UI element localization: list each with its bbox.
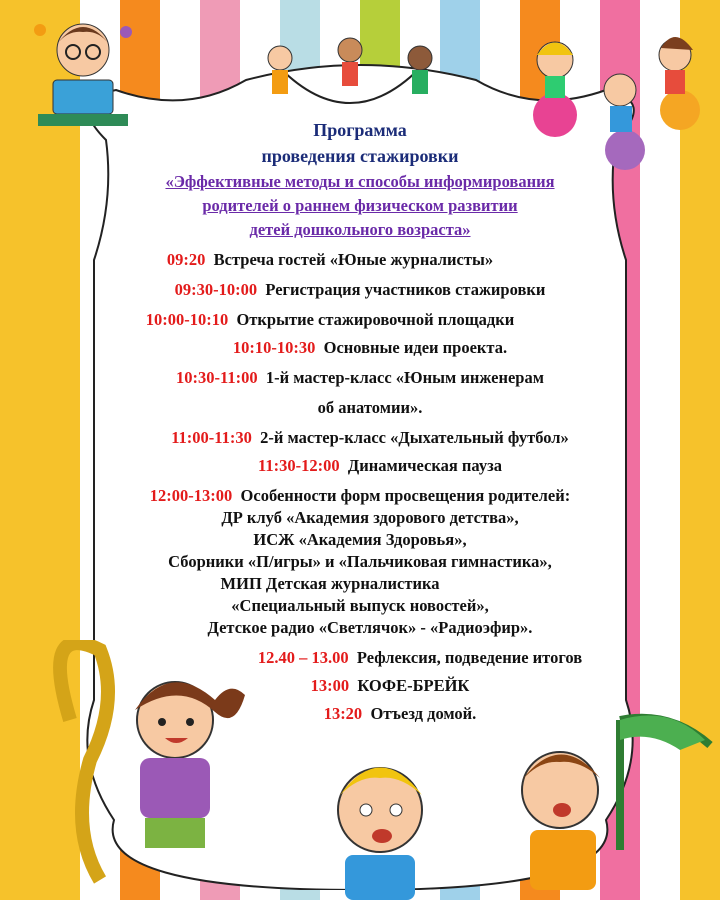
schedule-row [80, 398, 660, 418]
schedule-text: Регистрация участников стажировки [265, 280, 546, 299]
boy-laptop-icon [28, 10, 138, 130]
children-jump-rope-icon [250, 28, 450, 118]
schedule-text: КОФЕ-БРЕЙК [357, 676, 470, 695]
schedule-time: 11:30-12:00 [258, 456, 340, 475]
schedule-row [70, 486, 650, 506]
schedule-row [110, 704, 690, 724]
schedule-row [130, 648, 710, 668]
schedule-text: ДР клуб «Академия здорового детства», [221, 508, 519, 527]
schedule-time: 09:20 [166, 250, 206, 269]
schedule-text: Основные идеи проекта. [323, 338, 508, 357]
schedule-row [90, 456, 670, 476]
schedule-row [80, 428, 660, 448]
schedule-row [40, 250, 620, 270]
schedule-row [70, 368, 650, 388]
schedule-text: Сборники «П/игры» и «Пальчиковая гимнастика», [168, 552, 552, 571]
schedule-time: 12:00-13:00 [149, 486, 233, 505]
schedule-row [40, 310, 620, 330]
schedule-text: Особенности форм просвещения родителей: [240, 486, 571, 505]
schedule-text: ИСЖ «Академия Здоровья», [253, 530, 467, 549]
theme-line-1: «Эффективные методы и способы информирования [165, 172, 555, 191]
schedule-time: 10:10-10:30 [232, 338, 316, 357]
schedule-text: Динамическая пауза [347, 456, 502, 475]
boy-singing-icon [300, 740, 460, 900]
schedule-row [70, 280, 650, 300]
boy-music-note-icon [500, 700, 720, 900]
schedule-time: 10:00-10:10 [145, 310, 229, 329]
schedule-row [70, 530, 650, 550]
schedule-time: 11:00-11:30 [171, 428, 252, 447]
schedule-text: об анатомии». [317, 398, 423, 417]
schedule-time: 13:00 [310, 676, 350, 695]
schedule-text: Отъезд домой. [370, 704, 477, 723]
schedule-text: Детское радио «Светлячок» - «Радиоэфир». [207, 618, 533, 637]
schedule-row [100, 676, 680, 696]
schedule-row [80, 508, 660, 528]
schedule-time: 10:30-11:00 [176, 368, 258, 387]
schedule-time: 09:30-10:00 [174, 280, 258, 299]
schedule-time: 13:20 [323, 704, 363, 723]
schedule-row [80, 338, 660, 358]
theme-line-3: детей дошкольного возраста» [249, 220, 471, 239]
theme-line-2: родителей о раннем физическом развитии [202, 196, 518, 215]
schedule-text: 1-й мастер-класс «Юным инженерам [265, 368, 544, 387]
schedule-text: «Специальный выпуск новостей», [231, 596, 489, 615]
schedule-row [40, 574, 620, 594]
schedule-text: 2-й мастер-класс «Дыхательный футбол» [260, 428, 569, 447]
schedule-text: Рефлексия, подведение итогов [356, 648, 583, 667]
schedule-time: 12.40 – 13.00 [257, 648, 349, 667]
schedule-row [80, 618, 660, 638]
program-subtitle: проведения стажировки [261, 146, 459, 166]
schedule-row [70, 596, 650, 616]
schedule-row [70, 552, 650, 572]
schedule-text: МИП Детская журналистика [220, 574, 440, 593]
schedule-text: Открытие стажировочной площадки [236, 310, 515, 329]
schedule-text: Встреча гостей «Юные журналисты» [213, 250, 494, 269]
program-title: Программа [313, 120, 407, 140]
